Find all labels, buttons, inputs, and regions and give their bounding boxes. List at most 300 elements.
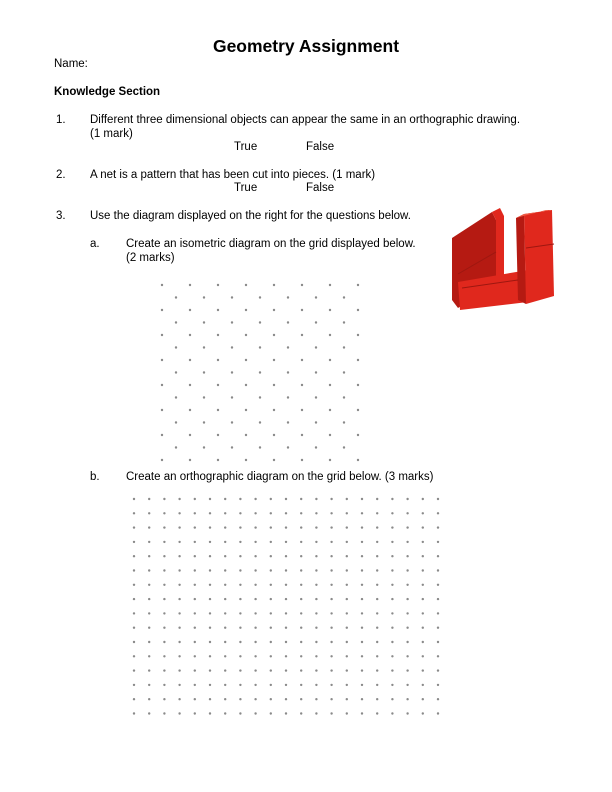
grid-dot bbox=[231, 396, 233, 398]
grid-dot bbox=[422, 598, 424, 600]
question-number: 1. bbox=[56, 114, 66, 126]
grid-dot bbox=[254, 526, 256, 528]
grid-dot bbox=[329, 384, 331, 386]
grid-dot bbox=[330, 612, 332, 614]
grid-dot bbox=[437, 512, 439, 514]
grid-dot bbox=[194, 498, 196, 500]
grid-dot bbox=[376, 655, 378, 657]
grid-dot bbox=[346, 641, 348, 643]
isometric-dot-grid[interactable] bbox=[154, 277, 370, 473]
grid-dot bbox=[376, 712, 378, 714]
grid-dot bbox=[346, 541, 348, 543]
grid-dot bbox=[163, 598, 165, 600]
grid-dot bbox=[259, 371, 261, 373]
grid-dot bbox=[224, 498, 226, 500]
grid-dot bbox=[209, 584, 211, 586]
grid-dot bbox=[245, 309, 247, 311]
grid-dot bbox=[422, 684, 424, 686]
grid-dot bbox=[330, 512, 332, 514]
grid-dot bbox=[175, 446, 177, 448]
grid-dot bbox=[376, 541, 378, 543]
grid-dot bbox=[163, 655, 165, 657]
grid-dot bbox=[346, 612, 348, 614]
grid-dot bbox=[254, 498, 256, 500]
grid-dot bbox=[270, 612, 272, 614]
grid-dot bbox=[259, 321, 261, 323]
grid-dot bbox=[163, 569, 165, 571]
grid-dot bbox=[224, 598, 226, 600]
grid-dot bbox=[437, 598, 439, 600]
grid-dot bbox=[422, 555, 424, 557]
grid-dot bbox=[239, 641, 241, 643]
grid-dot bbox=[391, 569, 393, 571]
grid-dot bbox=[189, 384, 191, 386]
grid-dot bbox=[254, 627, 256, 629]
grid-dot bbox=[133, 698, 135, 700]
grid-dot bbox=[406, 512, 408, 514]
grid-dot bbox=[189, 459, 191, 461]
grid-dot bbox=[357, 309, 359, 311]
grid-dot bbox=[330, 698, 332, 700]
grid-dot bbox=[422, 569, 424, 571]
grid-dot bbox=[148, 612, 150, 614]
grid-dot bbox=[270, 584, 272, 586]
grid-dot bbox=[273, 359, 275, 361]
grid-dot bbox=[194, 584, 196, 586]
grid-dot bbox=[391, 641, 393, 643]
grid-dot bbox=[330, 641, 332, 643]
red-block-u-shape-photo bbox=[448, 208, 558, 316]
grid-dot bbox=[346, 669, 348, 671]
grid-dot bbox=[330, 627, 332, 629]
grid-dot bbox=[178, 712, 180, 714]
grid-dot bbox=[300, 541, 302, 543]
grid-dot bbox=[273, 334, 275, 336]
grid-dot bbox=[361, 655, 363, 657]
grid-dot bbox=[163, 684, 165, 686]
grid-dot bbox=[301, 434, 303, 436]
grid-dot bbox=[300, 526, 302, 528]
grid-dot bbox=[357, 384, 359, 386]
grid-dot bbox=[148, 512, 150, 514]
grid-dot bbox=[254, 684, 256, 686]
grid-dot bbox=[224, 712, 226, 714]
grid-dot bbox=[203, 346, 205, 348]
grid-dot bbox=[178, 584, 180, 586]
grid-dot bbox=[287, 321, 289, 323]
grid-dot bbox=[315, 296, 317, 298]
grid-dot bbox=[376, 555, 378, 557]
grid-dot bbox=[357, 459, 359, 461]
grid-dot bbox=[285, 612, 287, 614]
grid-dot bbox=[285, 655, 287, 657]
grid-dot bbox=[329, 459, 331, 461]
grid-dot bbox=[245, 434, 247, 436]
grid-dot bbox=[270, 512, 272, 514]
grid-dot bbox=[285, 526, 287, 528]
grid-dot bbox=[346, 512, 348, 514]
grid-dot bbox=[161, 459, 163, 461]
grid-dot bbox=[209, 498, 211, 500]
grid-dot bbox=[148, 526, 150, 528]
grid-dot bbox=[194, 569, 196, 571]
grid-dot bbox=[301, 409, 303, 411]
grid-dot bbox=[231, 371, 233, 373]
grid-dot bbox=[437, 569, 439, 571]
grid-dot bbox=[254, 584, 256, 586]
grid-dot bbox=[361, 641, 363, 643]
grid-dot bbox=[148, 627, 150, 629]
grid-dot bbox=[376, 498, 378, 500]
grid-dot bbox=[163, 541, 165, 543]
grid-dot bbox=[330, 684, 332, 686]
grid-dot bbox=[273, 459, 275, 461]
grid-dot bbox=[422, 655, 424, 657]
grid-dot bbox=[287, 396, 289, 398]
grid-dot bbox=[194, 541, 196, 543]
grid-dot bbox=[437, 627, 439, 629]
orthographic-dot-grid[interactable] bbox=[128, 493, 453, 723]
grid-dot bbox=[376, 569, 378, 571]
grid-dot bbox=[231, 421, 233, 423]
grid-dot bbox=[231, 446, 233, 448]
grid-dot bbox=[422, 526, 424, 528]
question-number: 3. bbox=[56, 210, 66, 222]
option-true: True bbox=[234, 182, 258, 194]
grid-dot bbox=[422, 512, 424, 514]
grid-dot bbox=[178, 598, 180, 600]
grid-dot bbox=[270, 655, 272, 657]
question-number: 2. bbox=[56, 169, 66, 181]
grid-dot bbox=[161, 309, 163, 311]
grid-dot bbox=[300, 627, 302, 629]
grid-dot bbox=[175, 296, 177, 298]
grid-dot bbox=[315, 569, 317, 571]
grid-dot bbox=[376, 669, 378, 671]
grid-dot bbox=[178, 612, 180, 614]
grid-dot bbox=[315, 712, 317, 714]
grid-dot bbox=[133, 684, 135, 686]
grid-dot bbox=[437, 612, 439, 614]
grid-dot bbox=[175, 396, 177, 398]
grid-dot bbox=[330, 584, 332, 586]
grid-dot bbox=[376, 526, 378, 528]
grid-dot bbox=[239, 712, 241, 714]
grid-dot bbox=[148, 684, 150, 686]
grid-dot bbox=[209, 669, 211, 671]
grid-dot bbox=[217, 384, 219, 386]
grid-dot bbox=[330, 526, 332, 528]
grid-dot bbox=[330, 598, 332, 600]
grid-dot bbox=[224, 541, 226, 543]
grid-dot bbox=[194, 512, 196, 514]
grid-dot bbox=[437, 641, 439, 643]
grid-dot bbox=[376, 641, 378, 643]
grid-dot bbox=[254, 655, 256, 657]
grid-dot bbox=[163, 584, 165, 586]
grid-dot bbox=[178, 684, 180, 686]
grid-dot bbox=[301, 459, 303, 461]
grid-dot bbox=[217, 309, 219, 311]
grid-dot bbox=[315, 346, 317, 348]
grid-dot bbox=[194, 655, 196, 657]
grid-dot bbox=[254, 598, 256, 600]
grid-dot bbox=[133, 598, 135, 600]
grid-dot bbox=[224, 526, 226, 528]
grid-dot bbox=[391, 712, 393, 714]
grid-dot bbox=[270, 684, 272, 686]
grid-dot bbox=[254, 541, 256, 543]
grid-dot bbox=[285, 555, 287, 557]
grid-dot bbox=[343, 296, 345, 298]
grid-dot bbox=[361, 698, 363, 700]
grid-dot bbox=[133, 641, 135, 643]
grid-dot bbox=[361, 569, 363, 571]
grid-dot bbox=[315, 684, 317, 686]
grid-dot bbox=[224, 684, 226, 686]
grid-dot bbox=[361, 669, 363, 671]
page-title: Geometry Assignment bbox=[212, 36, 400, 56]
grid-dot bbox=[346, 655, 348, 657]
part-a-text: Create an isometric diagram on the grid displayed below. bbox=[126, 238, 416, 250]
grid-dot bbox=[163, 512, 165, 514]
grid-dot bbox=[315, 498, 317, 500]
grid-dot bbox=[300, 498, 302, 500]
grid-dot bbox=[361, 526, 363, 528]
grid-dot bbox=[391, 684, 393, 686]
grid-dot bbox=[239, 526, 241, 528]
grid-dot bbox=[343, 421, 345, 423]
grid-dot bbox=[330, 541, 332, 543]
grid-dot bbox=[406, 669, 408, 671]
grid-dot bbox=[361, 712, 363, 714]
grid-dot bbox=[161, 409, 163, 411]
grid-dot bbox=[178, 541, 180, 543]
grid-dot bbox=[376, 584, 378, 586]
grid-dot bbox=[163, 712, 165, 714]
grid-dot bbox=[315, 612, 317, 614]
grid-dot bbox=[163, 526, 165, 528]
grid-dot bbox=[285, 669, 287, 671]
grid-dot bbox=[343, 371, 345, 373]
grid-dot bbox=[300, 512, 302, 514]
grid-dot bbox=[270, 569, 272, 571]
grid-dot bbox=[209, 598, 211, 600]
grid-dot bbox=[330, 712, 332, 714]
grid-dot bbox=[163, 627, 165, 629]
grid-dot bbox=[315, 627, 317, 629]
grid-dot bbox=[239, 598, 241, 600]
grid-dot bbox=[357, 359, 359, 361]
grid-dot bbox=[148, 584, 150, 586]
grid-dot bbox=[224, 655, 226, 657]
grid-dot bbox=[361, 512, 363, 514]
grid-dot bbox=[301, 309, 303, 311]
grid-dot bbox=[422, 641, 424, 643]
grid-dot bbox=[161, 434, 163, 436]
grid-dot bbox=[161, 384, 163, 386]
grid-dot bbox=[329, 334, 331, 336]
grid-dot bbox=[270, 627, 272, 629]
grid-dot bbox=[259, 446, 261, 448]
grid-dot bbox=[254, 555, 256, 557]
grid-dot bbox=[343, 396, 345, 398]
grid-dot bbox=[315, 541, 317, 543]
grid-dot bbox=[133, 512, 135, 514]
grid-dot bbox=[148, 712, 150, 714]
grid-dot bbox=[343, 446, 345, 448]
grid-dot bbox=[254, 641, 256, 643]
grid-dot bbox=[239, 655, 241, 657]
grid-dot bbox=[422, 612, 424, 614]
grid-dot bbox=[245, 334, 247, 336]
grid-dot bbox=[329, 359, 331, 361]
grid-dot bbox=[194, 598, 196, 600]
grid-dot bbox=[330, 669, 332, 671]
grid-dot bbox=[287, 421, 289, 423]
grid-dot bbox=[194, 684, 196, 686]
grid-dot bbox=[346, 712, 348, 714]
grid-dot bbox=[285, 512, 287, 514]
grid-dot bbox=[161, 284, 163, 286]
grid-dot bbox=[406, 627, 408, 629]
grid-dot bbox=[437, 684, 439, 686]
grid-dot bbox=[270, 498, 272, 500]
grid-dot bbox=[148, 598, 150, 600]
part-a-letter: a. bbox=[90, 238, 100, 250]
grid-dot bbox=[217, 409, 219, 411]
grid-dot bbox=[285, 541, 287, 543]
grid-dot bbox=[245, 459, 247, 461]
grid-dot bbox=[285, 584, 287, 586]
grid-dot bbox=[437, 584, 439, 586]
grid-dot bbox=[175, 421, 177, 423]
grid-dot bbox=[217, 284, 219, 286]
grid-dot bbox=[224, 569, 226, 571]
grid-dot bbox=[329, 284, 331, 286]
grid-dot bbox=[254, 712, 256, 714]
grid-dot bbox=[329, 309, 331, 311]
grid-dot bbox=[300, 555, 302, 557]
grid-dot bbox=[343, 321, 345, 323]
grid-dot bbox=[406, 641, 408, 643]
grid-dot bbox=[285, 498, 287, 500]
grid-dot bbox=[330, 555, 332, 557]
grid-dot bbox=[148, 555, 150, 557]
question-text: Use the diagram displayed on the right for the questions below. bbox=[90, 210, 411, 222]
grid-dot bbox=[357, 334, 359, 336]
grid-dot bbox=[285, 684, 287, 686]
grid-dot bbox=[178, 512, 180, 514]
grid-dot bbox=[422, 541, 424, 543]
grid-dot bbox=[361, 541, 363, 543]
grid-dot bbox=[224, 555, 226, 557]
grid-dot bbox=[148, 498, 150, 500]
grid-dot bbox=[224, 512, 226, 514]
grid-dot bbox=[406, 655, 408, 657]
grid-dot bbox=[239, 584, 241, 586]
grid-dot bbox=[163, 612, 165, 614]
grid-dot bbox=[301, 334, 303, 336]
grid-dot bbox=[406, 526, 408, 528]
grid-dot bbox=[224, 584, 226, 586]
grid-dot bbox=[133, 612, 135, 614]
grid-dot bbox=[209, 698, 211, 700]
grid-dot bbox=[133, 541, 135, 543]
grid-dot bbox=[315, 598, 317, 600]
grid-dot bbox=[194, 698, 196, 700]
grid-dot bbox=[239, 669, 241, 671]
grid-dot bbox=[209, 641, 211, 643]
grid-dot bbox=[209, 712, 211, 714]
grid-dot bbox=[148, 669, 150, 671]
grid-dot bbox=[285, 627, 287, 629]
grid-dot bbox=[189, 359, 191, 361]
grid-dot bbox=[406, 712, 408, 714]
grid-dot bbox=[273, 384, 275, 386]
grid-dot bbox=[330, 569, 332, 571]
grid-dot bbox=[422, 627, 424, 629]
part-b-letter: b. bbox=[90, 471, 100, 483]
grid-dot bbox=[270, 641, 272, 643]
grid-dot bbox=[133, 712, 135, 714]
grid-dot bbox=[273, 409, 275, 411]
grid-dot bbox=[217, 334, 219, 336]
question-marks: (1 mark) bbox=[90, 128, 133, 140]
grid-dot bbox=[315, 641, 317, 643]
grid-dot bbox=[239, 684, 241, 686]
grid-dot bbox=[330, 655, 332, 657]
grid-dot bbox=[148, 698, 150, 700]
grid-dot bbox=[178, 526, 180, 528]
grid-dot bbox=[346, 555, 348, 557]
grid-dot bbox=[209, 569, 211, 571]
grid-dot bbox=[287, 446, 289, 448]
grid-dot bbox=[391, 541, 393, 543]
grid-dot bbox=[148, 541, 150, 543]
grid-dot bbox=[346, 526, 348, 528]
grid-dot bbox=[315, 371, 317, 373]
grid-dot bbox=[133, 669, 135, 671]
grid-dot bbox=[178, 569, 180, 571]
grid-dot bbox=[224, 627, 226, 629]
grid-dot bbox=[148, 655, 150, 657]
grid-dot bbox=[287, 346, 289, 348]
grid-dot bbox=[175, 346, 177, 348]
grid-dot bbox=[361, 612, 363, 614]
grid-dot bbox=[285, 712, 287, 714]
grid-dot bbox=[346, 684, 348, 686]
grid-dot bbox=[406, 612, 408, 614]
grid-dot bbox=[285, 598, 287, 600]
grid-dot bbox=[194, 712, 196, 714]
grid-dot bbox=[285, 698, 287, 700]
option-false: False bbox=[306, 182, 335, 194]
grid-dot bbox=[194, 669, 196, 671]
grid-dot bbox=[300, 684, 302, 686]
grid-dot bbox=[301, 284, 303, 286]
grid-dot bbox=[254, 612, 256, 614]
grid-dot bbox=[406, 698, 408, 700]
grid-dot bbox=[422, 712, 424, 714]
grid-dot bbox=[391, 598, 393, 600]
grid-dot bbox=[178, 627, 180, 629]
grid-dot bbox=[163, 698, 165, 700]
grid-dot bbox=[406, 584, 408, 586]
grid-dot bbox=[361, 555, 363, 557]
grid-dot bbox=[194, 627, 196, 629]
grid-dot bbox=[217, 359, 219, 361]
